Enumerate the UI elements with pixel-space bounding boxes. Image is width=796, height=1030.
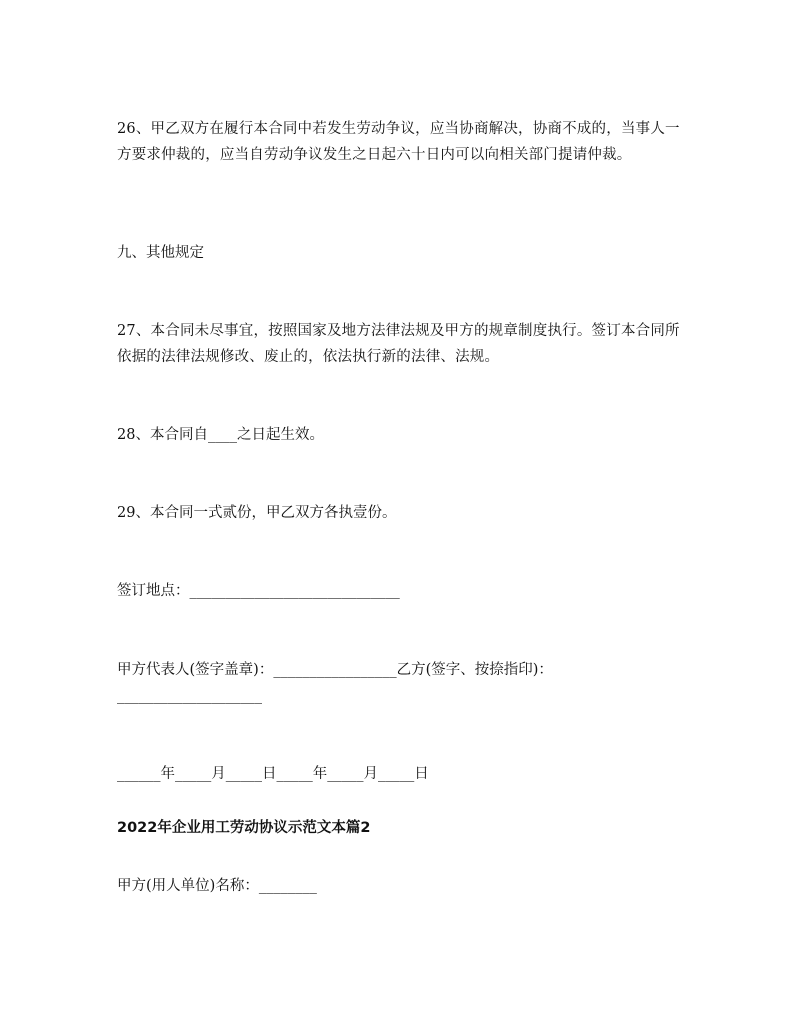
party-b-signature-blank: ____________________ — [117, 688, 262, 704]
party-a-name-field: 甲方(用人单位)名称：________ — [117, 878, 317, 894]
clause-29: 29、本合同一式贰份，甲乙双方各执壹份。 — [117, 505, 397, 521]
clause-26: 26、甲乙双方在履行本合同中若发生劳动争议，应当协商解决，协商不成的，当事人一方要求仲裁的，应当自劳动争议发生之日起六十日内可以向相关部门提请仲裁。 — [117, 121, 680, 163]
representative-signature-line: 甲方代表人(签字盖章)：_________________乙方(签字、按捺指印)： — [117, 662, 553, 678]
clause-27: 27、本合同未尽事宜，按照国家及地方法律法规及甲方的规章制度执行。签订本合同所依据的法律法规修改、废止的，依法执行新的法律、法规。 — [117, 323, 680, 365]
document-title-2: 2022年企业用工劳动协议示范文本篇2 — [117, 820, 371, 836]
signing-place-field: 签订地点：_____________________________ — [117, 583, 400, 599]
signing-date-line: ______年_____月_____日_____年_____月_____日 — [117, 766, 429, 782]
clause-28: 28、本合同自____之日起生效。 — [117, 427, 324, 443]
section-heading-other-provisions: 九、其他规定 — [117, 245, 204, 261]
